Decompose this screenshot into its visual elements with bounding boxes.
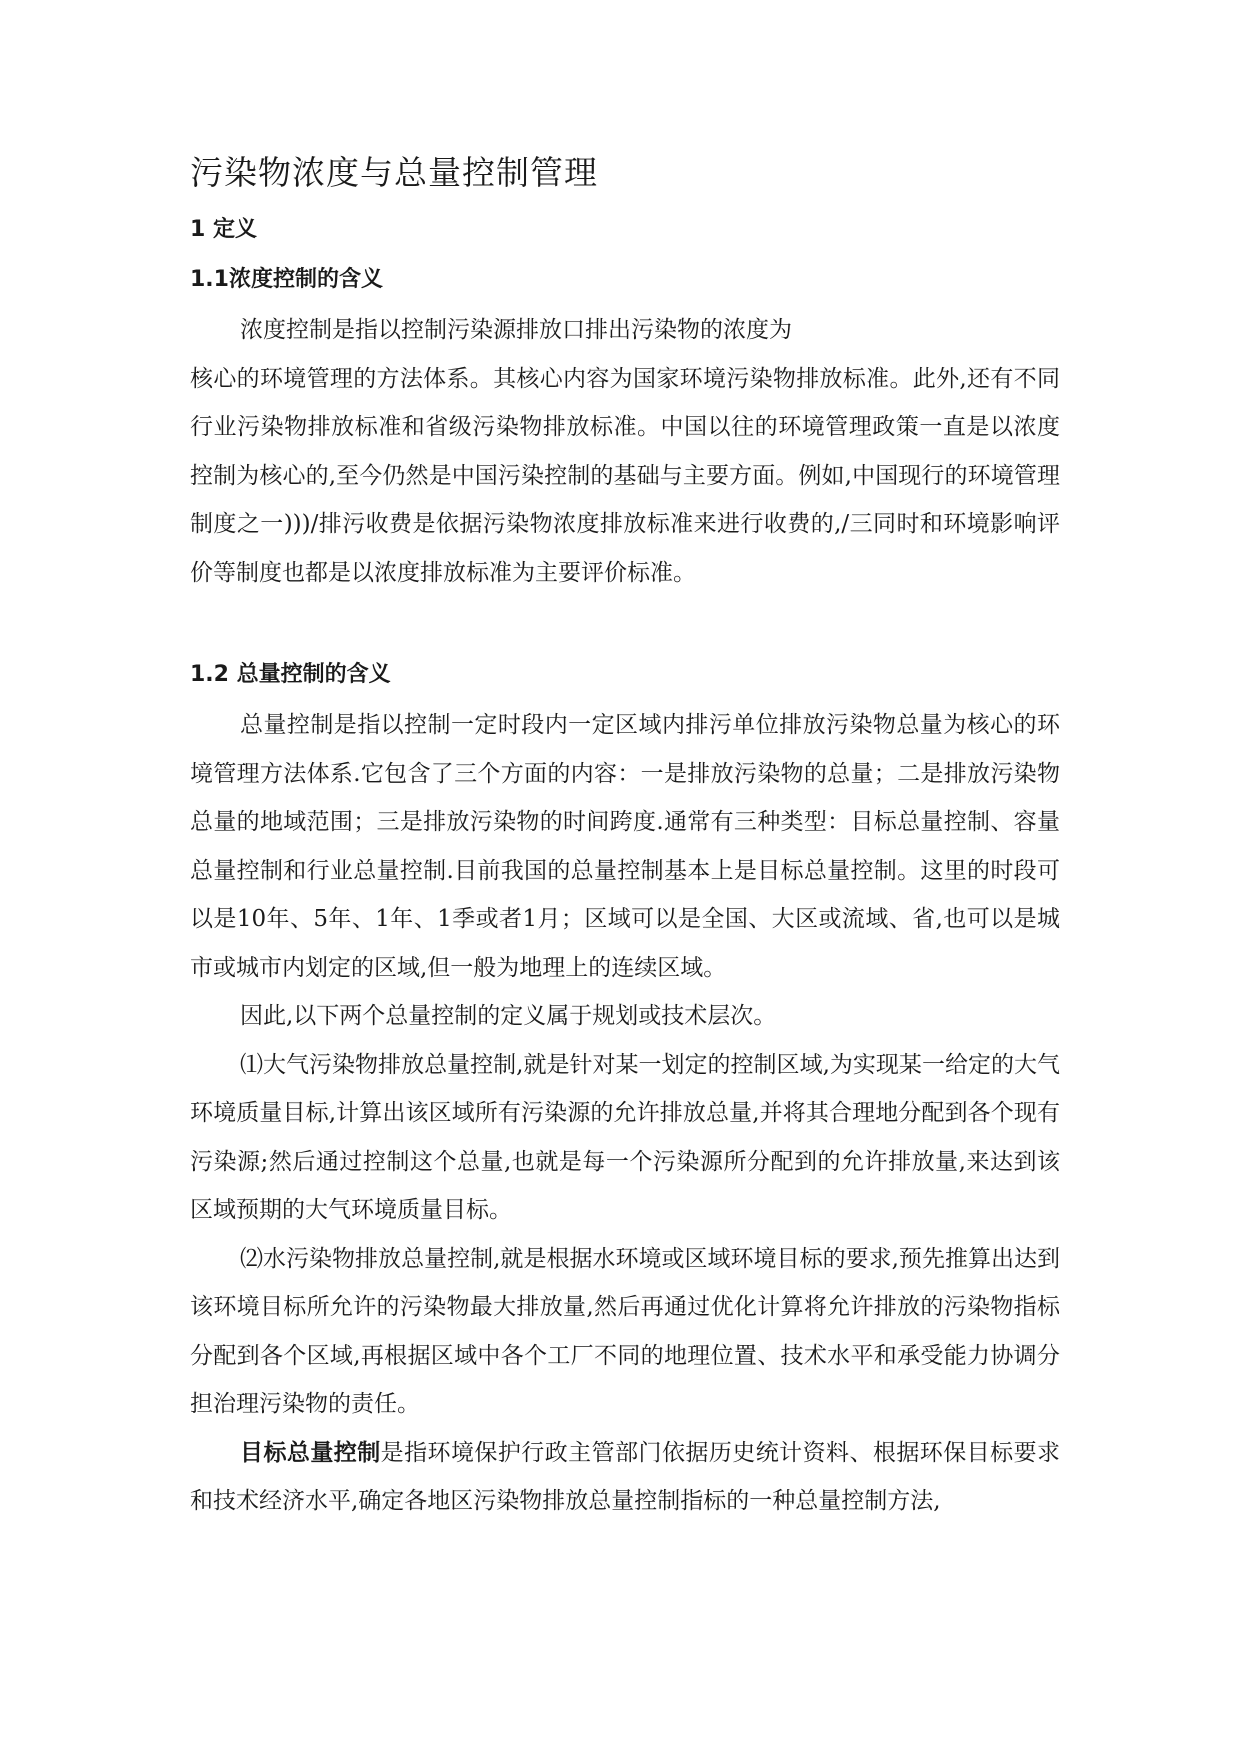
section-1-2-paragraph-5 <box>190 1429 1060 1526</box>
document-title: 污染物浓度与总量控制管理 <box>190 153 598 192</box>
section-1-2-paragraph-4: ⑵水污染物排放总量控制,就是根据水环境或区域环境目标的要求,预先推算出达到该环境目标所允许的污染物最大排放量,然后再通过优化计算将允许排放的污染物指标分配到各个区域,再根据区域中各个工厂不同的地理位置、技术水平和承受能力协调分担治理污染物的责任。 <box>190 1245 1060 1417</box>
section-1-2-paragraph-1: 总量控制是指以控制一定时段内一定区域内排污单位排放污染物总量为核心的环境管理方法体系.它包含了三个方面的内容：一是排放污染物的总量；二是排放污染物总量的地域范围；三是排放污染物的时间跨度.通常有三种类型：目标总量控制、容量总量控制和行业总量控制.目前我国的总量控制基本上是目标总量控制。这里的时段可以是10年、5年、1年、1季或者1月；区域可以是全国、大区或流域、省,也可以是城市或城市内划定的区域,但一般为地理上的连续区域。 <box>190 712 1060 981</box>
target-total-control-definition: 是指环境保护行政主管部门依据历史统计资料、根据环保目标要求和技术经济水平,确定各地区污染物排放总量控制指标的一种总量控制方法, <box>190 1439 1061 1514</box>
section-1-1-paragraph-rest: 核心的环境管理的方法体系。其核心内容为国家环境污染物排放标准。此外,还有不同行业污染物排放标准和省级污染物排放标准。中国以往的环境管理政策一直是以浓度控制为核心的,至今仍然是中国污染控制的基础与主要方面。例如,中国现行的环境管理制度之一)))/排污收费是依据污染物浓度排放标准来进行收费的,/三同时和环境影响评价等制度也都是以浓度排放标准为主要评价标准。 <box>190 365 1060 586</box>
section-1-2-paragraph-2: 因此,以下两个总量控制的定义属于规划或技术层次。 <box>240 1003 777 1029</box>
section-1-2-heading: 1.2 总量控制的含义 <box>190 662 391 687</box>
section-1-heading: 1 定义 <box>190 217 257 242</box>
section-1-1-heading: 1.1浓度控制的含义 <box>190 267 383 292</box>
section-1-1-paragraph-first-line: 浓度控制是指以控制污染源排放口排出污染物的浓度为 <box>240 317 792 343</box>
target-total-control-term: 目标总量控制 <box>240 1439 381 1466</box>
section-1-1-paragraph <box>190 306 1060 597</box>
section-spacer <box>190 597 1060 657</box>
section-1-2-paragraph-3: ⑴大气污染物排放总量控制,就是针对某一划定的控制区域,为实现某一给定的大气环境质量目标,计算出该区域所有污染源的允许排放总量,并将其合理地分配到各个现有污染源;然后通过控制这个总量,也就是每一个污染源所分配到的允许排放量,来达到该区域预期的大气环境质量目标。 <box>190 1051 1060 1223</box>
document-page <box>190 150 1060 1526</box>
